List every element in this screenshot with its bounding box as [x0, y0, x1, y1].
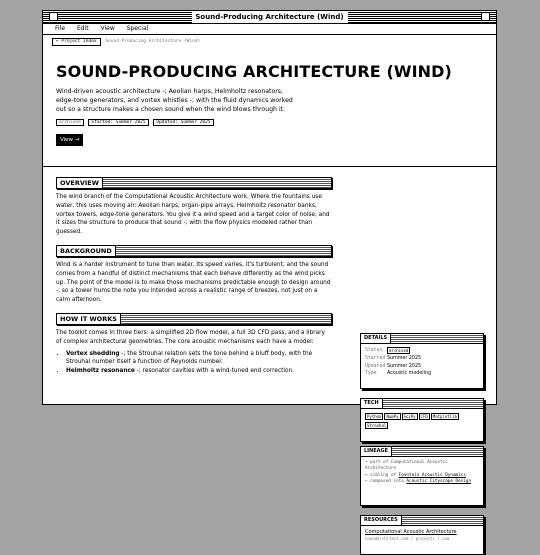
lineage-heading [361, 447, 483, 457]
page-description: Wind-driven acoustic architecture -; Aeolian harps, Helmholtz resonators, edge-tone generators, and vortex whistles -; with the fluid dynamics worked out so a structure makes a chosen sound when the wind blows through it. [56, 88, 293, 113]
zoom-box[interactable] [481, 12, 490, 21]
detail-key: Status [365, 348, 383, 353]
how-it-works-heading [56, 313, 332, 325]
title-bar[interactable] [43, 11, 496, 24]
lineage-prefix: → part of [365, 460, 391, 465]
detail-key: Started [365, 356, 386, 361]
tech-card [360, 398, 484, 442]
tech-pill: SciPy [403, 414, 416, 419]
view-button[interactable]: View → [56, 134, 83, 146]
tech-pill: NumPy [386, 414, 399, 419]
resources-heading [361, 516, 483, 526]
tech-pill: Strouhal [367, 422, 387, 428]
close-box[interactable] [49, 12, 58, 21]
resources-title: RESOURCES [361, 516, 402, 525]
background-title: BACKGROUND [57, 246, 116, 256]
overview-heading [56, 177, 332, 189]
lineage-prefix: ← composed into [365, 478, 407, 484]
list-item-term: Vortex shedding [66, 350, 120, 357]
details-heading [361, 334, 483, 344]
detail-key: Updated [365, 363, 386, 369]
detail-value: Acoustic modeling [387, 371, 432, 376]
breadcrumb [43, 35, 496, 50]
app-window [42, 10, 497, 541]
breadcrumb-current: Sound-Producing Architecture (Wind) [105, 39, 201, 44]
menu-bar [43, 24, 496, 35]
details-title: DETAILS [361, 334, 391, 343]
detail-row [365, 370, 479, 378]
how-it-works-title: HOW IT WORKS [57, 314, 121, 324]
detail-value: Summer 2025 [387, 363, 422, 369]
started-tag: Started: Summer 2025 [88, 119, 148, 126]
background-text: Wind is a harder instrument to tune than water. Its speed varies, it's turbulent, and the sound comes from a handful of distinct mechanisms that each behave differently as the wind picks up. The point of the model is to make those mechanisms predictable enough to design around -; so a tower hums the note you intended across a realistic range of breezes, not just on a calm afternoon. [56, 261, 331, 304]
window-title: Sound-Producing Architecture (Wind) [191, 11, 347, 23]
lineage-part-text: Computational Acoustic Architecture [365, 460, 448, 472]
list-item-term: Helmholtz resonance [66, 368, 135, 375]
tech-title: TECH [361, 399, 383, 408]
list-item [66, 350, 332, 368]
main-content [56, 177, 332, 376]
sibling-link[interactable]: Fountain Acoustic Dynamics [398, 472, 466, 478]
menu-special[interactable]: Special [126, 25, 149, 32]
back-to-index-link[interactable]: ← Project Index [52, 38, 101, 46]
tech-pill: Python [367, 414, 382, 419]
tech-pill: CFD [420, 414, 428, 419]
resources-card [360, 515, 484, 555]
lineage-title: LINEAGE [361, 447, 392, 456]
mechanism-list [56, 350, 332, 376]
menu-file[interactable]: File [55, 25, 66, 32]
tech-pill: Matplotlib [432, 414, 457, 419]
meta-tags [56, 119, 496, 126]
tech-heading [361, 399, 483, 409]
detail-row [365, 347, 479, 355]
resource-url: soundarchitect.com / projects / caa [365, 536, 450, 541]
details-card [360, 333, 484, 389]
detail-key: Type [365, 371, 377, 376]
lineage-composed [365, 479, 479, 485]
menu-edit[interactable]: Edit [76, 25, 89, 32]
lineage-card [360, 446, 484, 506]
overview-text: The wind branch of the Computational Acoustic Architecture work. Where the fountains use water, this uses moving air: Aeolian harps, organ-pipe arrays, Helmholtz resonator banks, vortex towers, edge-tone generators. You give it a wind speed and a target color of noise, and it sizes the structure to produce that sound -; with the flow physics modeled rather than guessed. [56, 194, 330, 236]
status-tag: archived [56, 119, 84, 126]
detail-value: Summer 2025 [387, 356, 422, 361]
background-heading [56, 245, 332, 257]
resource-link[interactable]: Computational Acoustic Architecture [365, 529, 457, 535]
list-item [66, 367, 332, 376]
list-item-desc: -; the Strouhal relation sets the tone behind a bluff body, with the Strouhal number itself a function of Reynolds number. [66, 350, 313, 366]
status-badge: archived [389, 348, 409, 353]
overview-title: OVERVIEW [57, 178, 103, 188]
lineage-part [365, 460, 479, 473]
updated-tag: Updated: Summer 2025 [153, 119, 213, 126]
lineage-prefix: ↔ sibling of [365, 472, 399, 478]
detail-row [365, 363, 479, 371]
menu-view[interactable]: View [100, 25, 115, 32]
hero-section [43, 51, 496, 167]
how-it-works-text: The toolkit comes in three tiers: a simplified 2D flow model, a full 3D CFD pass, and a library of complex architectural geometries. The core acoustic mechanisms each have a model: [56, 329, 325, 345]
list-item-desc: -; resonator cavities with a wind-tuned end correction. [134, 368, 295, 375]
detail-row [365, 355, 479, 363]
page-title: SOUND-PRODUCING ARCHITECTURE (WIND) [56, 62, 452, 81]
composed-link[interactable]: Acoustic Cityscape Design [406, 478, 472, 484]
